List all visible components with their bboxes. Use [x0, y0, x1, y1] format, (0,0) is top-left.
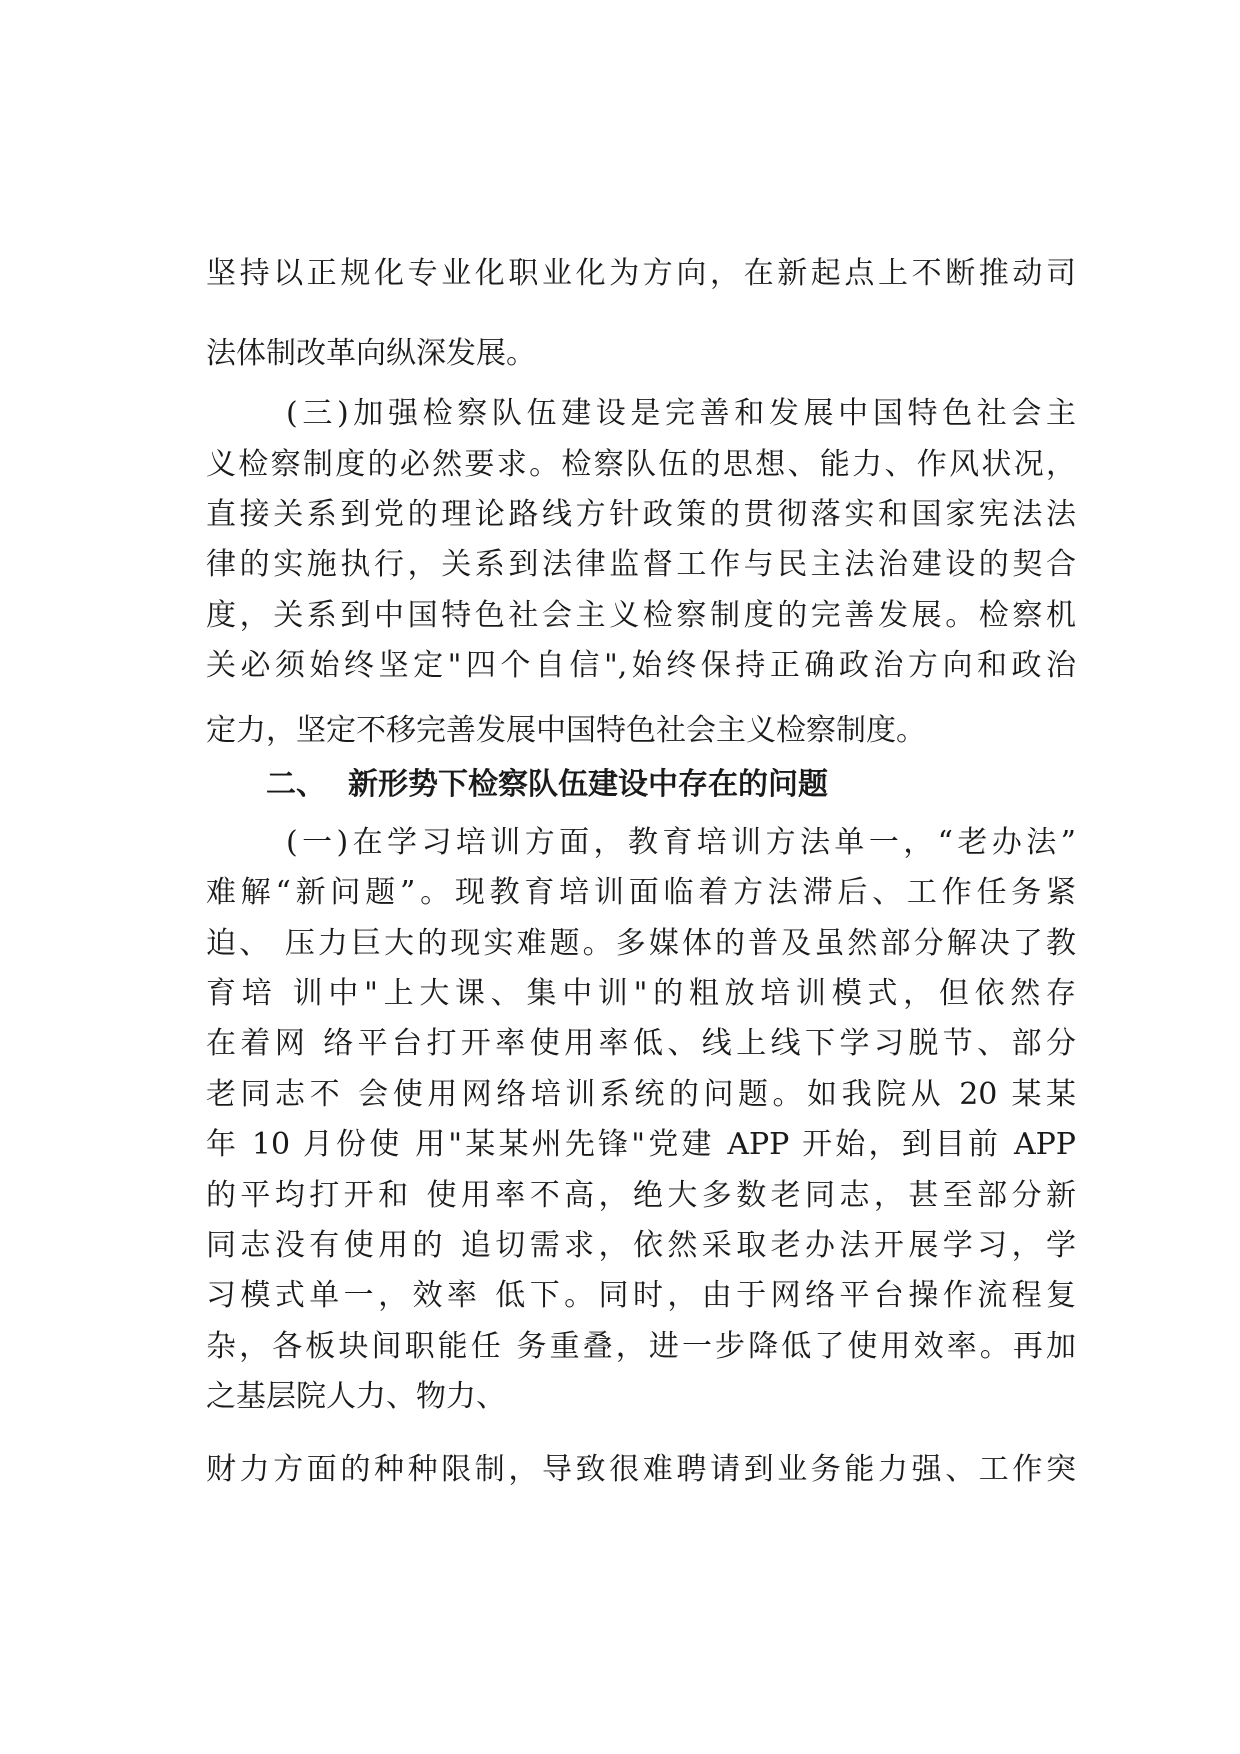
body-text-line: 律的实施执行，关系到法律监督工作与民主法治建设的契合 — [206, 547, 1076, 582]
body-text-line: 年 10 月份使 用"某某州先锋"党建 APP 开始，到目前 APP — [206, 1127, 1076, 1162]
paragraph-first-line: (一)在学习培训方面，教育培训方法单一，“老办法” — [286, 825, 1076, 860]
body-text-line: 的平均打开和 使用率不高，绝大多数老同志，甚至部分新 — [206, 1178, 1076, 1213]
body-text-line: 义检察制度的必然要求。检察队伍的思想、能力、作风状况， — [206, 447, 1076, 482]
body-text-line: 财力方面的种种限制，导致很难聘请到业务能力强、工作突 — [206, 1452, 1076, 1487]
body-text-line: 坚持以正规化专业化职业化为方向，在新起点上不断推动司 — [206, 256, 1076, 291]
section-heading — [266, 765, 1076, 805]
body-text-line: 之基层院人力、物力、 — [206, 1379, 506, 1414]
body-text-line: 育培 训中"上大课、集中训"的粗放培训模式，但依然存 — [206, 976, 1076, 1011]
section-heading-number: 二、 — [266, 767, 326, 802]
body-text-line: 同志没有使用的 追切需求，依然采取老办法开展学习，学 — [206, 1228, 1076, 1263]
body-text-line: 度，关系到中国特色社会主义检察制度的完善发展。检察机 — [206, 598, 1076, 633]
body-text-line: 老同志不 会使用网络培训系统的问题。如我院从 20 某某 — [206, 1077, 1076, 1112]
body-text-line: 迫、 压力巨大的现实难题。多媒体的普及虽然部分解决了教 — [206, 926, 1076, 961]
paragraph-first-line: (三)加强检察队伍建设是完善和发展中国特色社会主 — [286, 396, 1076, 431]
body-text-line: 直接关系到党的理论路线方针政策的贯彻落实和国家宪法法 — [206, 497, 1076, 532]
section-heading-title: 新形势下检察队伍建设中存在的问题 — [348, 767, 828, 802]
body-text-line: 法体制改革向纵深发展。 — [206, 336, 536, 371]
body-text-line: 在着网 络平台打开率使用率低、线上线下学习脱节、部分 — [206, 1026, 1076, 1061]
body-text-line: 定力，坚定不移完善发展中国特色社会主义检察制度。 — [206, 713, 926, 748]
body-text-line: 关必须始终坚定"四个自信",始终保持正确政治方向和政治 — [206, 648, 1076, 683]
body-text-line: 习模式单一，效率 低下。同时，由于网络平台操作流程复 — [206, 1278, 1076, 1313]
body-text-line: 难解“新问题”。现教育培训面临着方法滞后、工作任务紧 — [206, 875, 1076, 910]
body-text-line: 杂，各板块间职能任 务重叠，进一步降低了使用效率。再加 — [206, 1329, 1076, 1364]
